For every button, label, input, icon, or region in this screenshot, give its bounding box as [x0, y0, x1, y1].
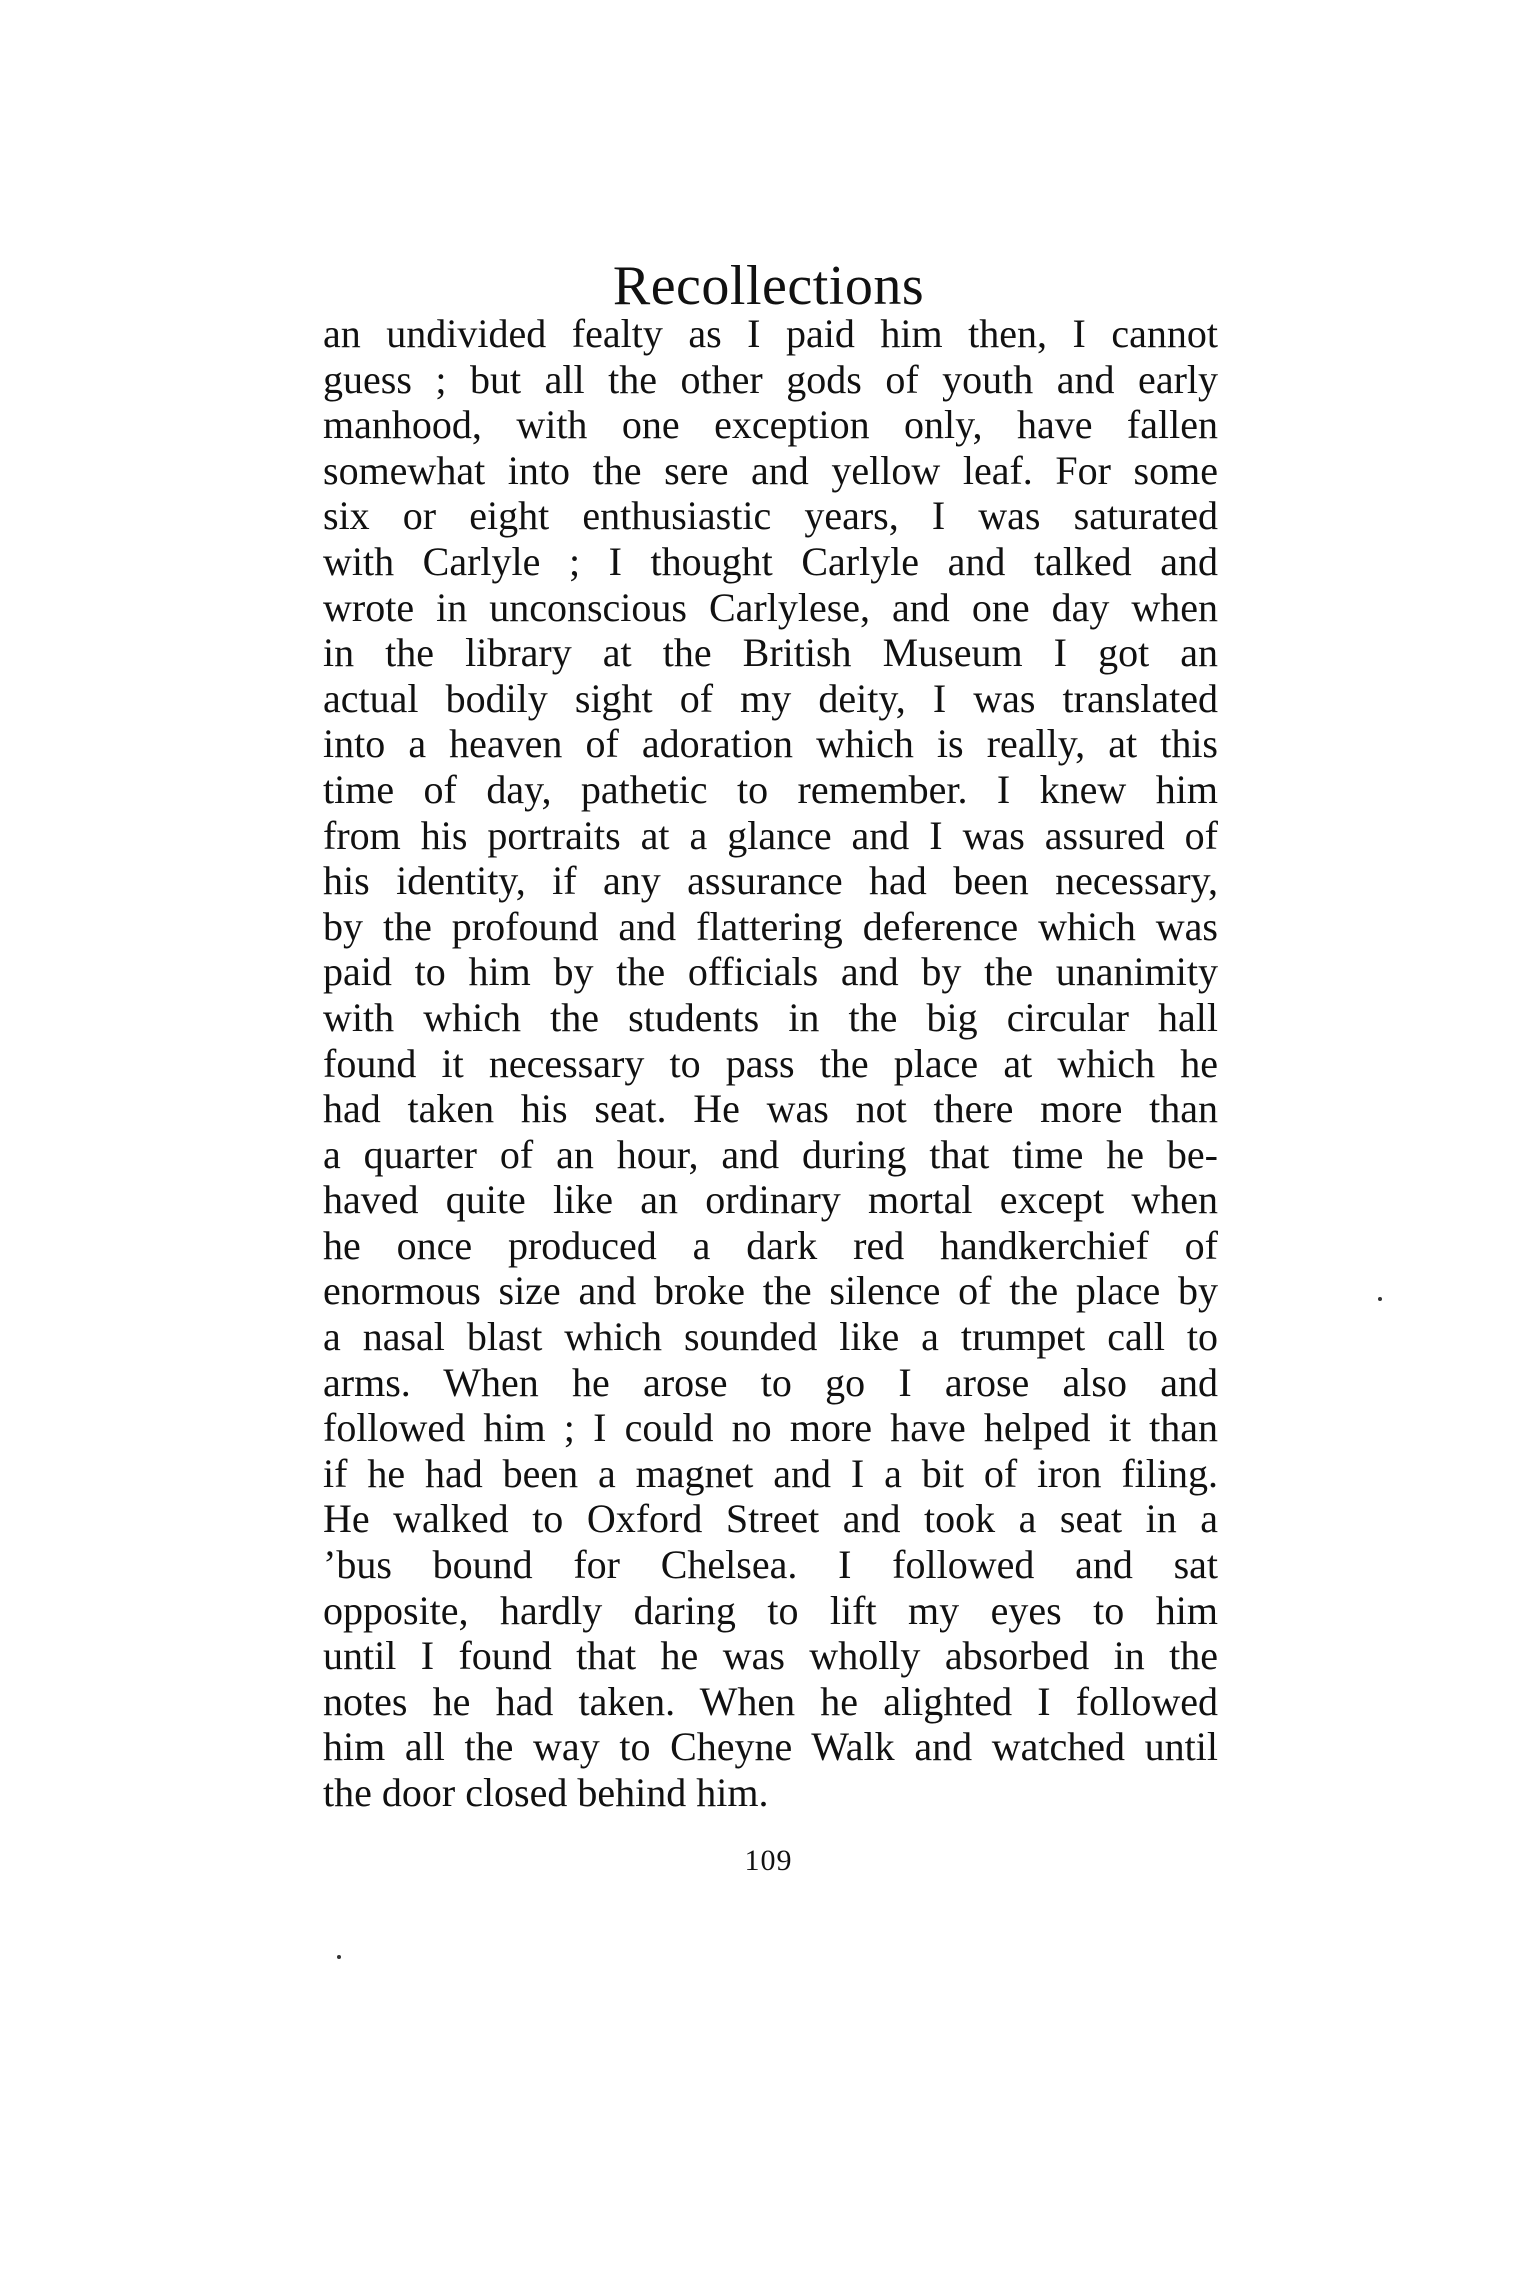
- text-line: into a heaven of adoration which is really, at this: [323, 721, 1218, 767]
- text-line: if he had been a magnet and I a bit of iron filing.: [323, 1450, 1218, 1496]
- running-head: Recollections: [612, 255, 925, 317]
- text-line: the door closed behind him.: [323, 1770, 769, 1815]
- text-line: paid to him by the officials and by the unanimity: [323, 949, 1218, 995]
- text-line: actual bodily sight of my deity, I was translated: [323, 675, 1218, 721]
- text-line: six or eight enthusiastic years, I was saturated: [323, 493, 1218, 539]
- text-line: wrote in unconscious Carlylese, and one day when: [323, 584, 1218, 630]
- text-line: somewhat into the sere and yellow leaf. For some: [323, 447, 1218, 493]
- text-line: opposite, hardly daring to lift my eyes to him: [323, 1587, 1218, 1633]
- text-line: an undivided fealty as I paid him then, I cannot: [323, 311, 1218, 356]
- body-text: [323, 311, 1218, 1816]
- text-line: followed him ; I could no more have helped it than: [323, 1405, 1218, 1451]
- text-line: arms. When he arose to go I arose also and: [323, 1359, 1218, 1405]
- text-line: in the library at the British Museum I got an: [323, 630, 1218, 676]
- text-line: enormous size and broke the silence of the place by: [323, 1268, 1218, 1314]
- text-line: notes he had taken. When he alighted I followed: [323, 1678, 1218, 1724]
- text-line: time of day, pathetic to remember. I knew him: [323, 766, 1218, 812]
- scan-speck: [337, 1955, 341, 1959]
- text-line: until I found that he was wholly absorbed in the: [323, 1633, 1218, 1679]
- text-line: with which the students in the big circular hall: [323, 994, 1218, 1040]
- text-line: ’bus bound for Chelsea. I followed and sat: [323, 1542, 1218, 1588]
- text-line: found it necessary to pass the place at which he: [323, 1040, 1218, 1086]
- text-line: by the profound and flattering deference which was: [323, 903, 1218, 949]
- text-line: a quarter of an hour, and during that time he be-: [323, 1131, 1218, 1177]
- scan-speck: [1378, 1297, 1382, 1301]
- text-line: a nasal blast which sounded like a trumpet call to: [323, 1314, 1218, 1360]
- text-line: He walked to Oxford Street and took a seat in a: [323, 1496, 1218, 1542]
- page-number: 109: [744, 1844, 793, 1877]
- text-line: guess ; but all the other gods of youth and early: [323, 356, 1218, 402]
- text-line: had taken his seat. He was not there more than: [323, 1086, 1218, 1132]
- text-line: him all the way to Cheyne Walk and watched until: [323, 1724, 1218, 1770]
- text-line: from his portraits at a glance and I was assured of: [323, 812, 1218, 858]
- text-line: he once produced a dark red handkerchief of: [323, 1222, 1218, 1268]
- text-line: manhood, with one exception only, have fallen: [323, 402, 1218, 448]
- text-line: his identity, if any assurance had been necessary,: [323, 858, 1218, 904]
- text-line: with Carlyle ; I thought Carlyle and talked and: [323, 538, 1218, 584]
- text-line: haved quite like an ordinary mortal except when: [323, 1177, 1218, 1223]
